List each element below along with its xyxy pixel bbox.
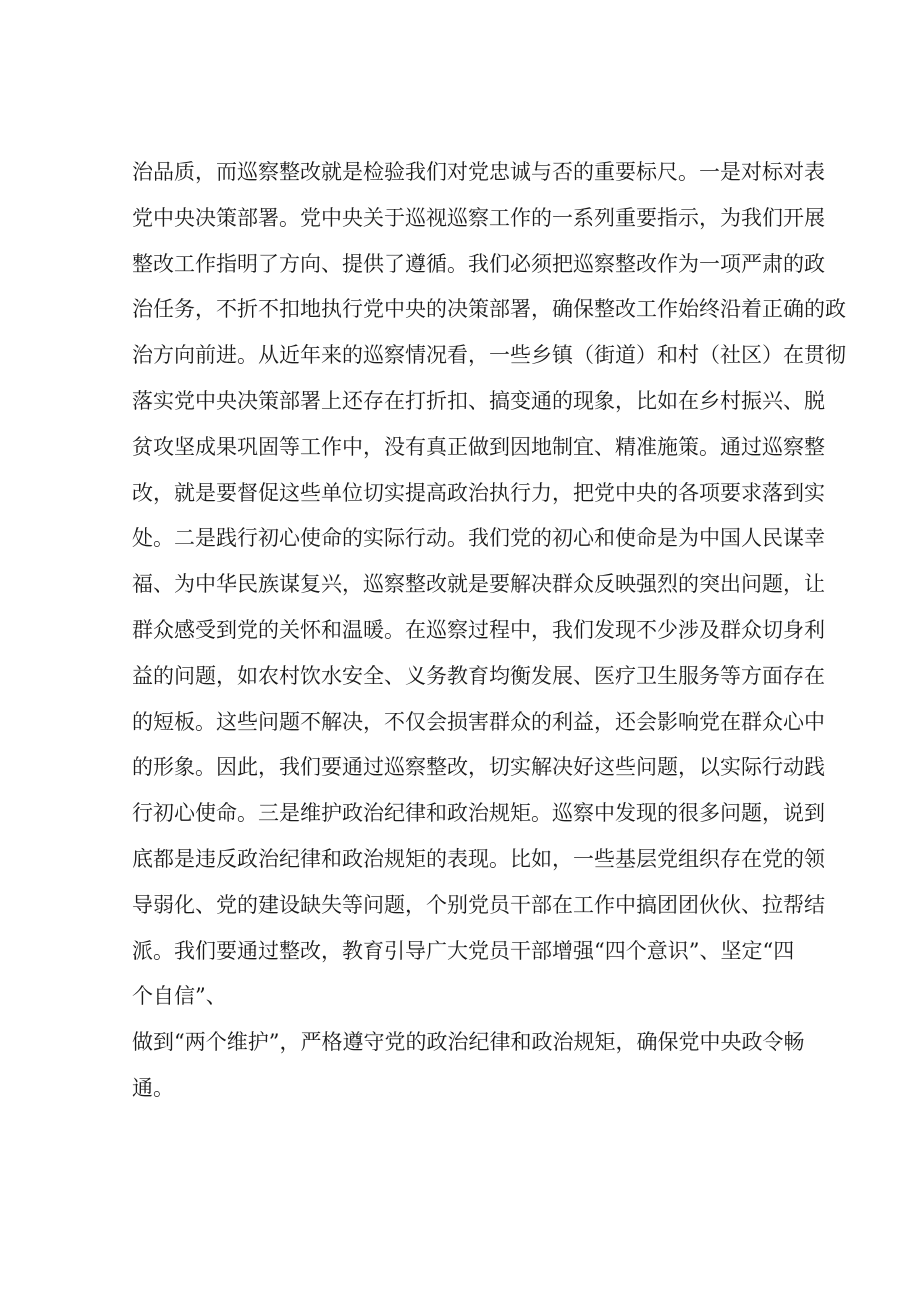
text-line: 党中央决策部署。党中央关于巡视巡察工作的一系列重要指示，为我们开展 xyxy=(132,205,825,230)
text-line: 落实党中央决策部署上还存在打折扣、搞变通的现象，比如在乡村振兴、脱 xyxy=(132,388,825,413)
text-line: 贫攻坚成果巩固等工作中，没有真正做到因地制宜、精准施策。通过巡察整 xyxy=(132,434,825,459)
text-line: 底都是违反政治纪律和政治规矩的表现。比如，一些基层党组织存在党的领 xyxy=(132,846,825,871)
text-line: 改，就是要督促这些单位切实提高政治执行力，把党中央的各项要求落到实 xyxy=(132,480,825,505)
text-line: 处。二是践行初心使命的实际行动。我们党的初心和使命是为中国人民谋幸 xyxy=(132,526,825,551)
text-line: 的形象。因此，我们要通过巡察整改，切实解决好这些问题，以实际行动践 xyxy=(132,755,825,780)
text-line: 益的问题，如农村饮水安全、义务教育均衡发展、医疗卫生服务等方面存在 xyxy=(132,663,825,688)
text-line: 福、为中华民族谋复兴，巡察整改就是要解决群众反映强烈的突出问题，让 xyxy=(132,572,825,597)
text-line: 治方向前进。从近年来的巡察情况看，一些乡镇（街道）和村（社区）在贯彻 xyxy=(132,343,846,368)
document-body xyxy=(132,152,846,1114)
text-line: 个自信”、 xyxy=(132,984,227,1009)
text-line: 做到“两个维护”，严格遵守党的政治纪律和政治规矩，确保党中央政令畅 xyxy=(132,1030,805,1055)
text-line: 通。 xyxy=(132,1075,174,1100)
text-line: 行初心使命。三是维护政治纪律和政治规矩。巡察中发现的很多问题，说到 xyxy=(132,801,825,826)
text-line: 的短板。这些问题不解决，不仅会损害群众的利益，还会影响党在群众心中 xyxy=(132,709,825,734)
text-line: 群众感受到党的关怀和温暖。在巡察过程中，我们发现不少涉及群众切身利 xyxy=(132,617,825,642)
text-line: 导弱化、党的建设缺失等问题，个别党员干部在工作中搞团团伙伙、拉帮结 xyxy=(132,892,825,917)
text-line: 派。我们要通过整改，教育引导广大党员干部增强“四个意识”、坚定“四 xyxy=(132,938,795,963)
text-line: 整改工作指明了方向、提供了遵循。我们必须把巡察整改作为一项严肃的政 xyxy=(132,251,825,276)
text-line: 治任务，不折不扣地执行党中央的决策部署，确保整改工作始终沿着正确的政 xyxy=(132,297,846,322)
text-line: 治品质，而巡察整改就是检验我们对党忠诚与否的重要标尺。一是对标对表 xyxy=(132,160,825,184)
